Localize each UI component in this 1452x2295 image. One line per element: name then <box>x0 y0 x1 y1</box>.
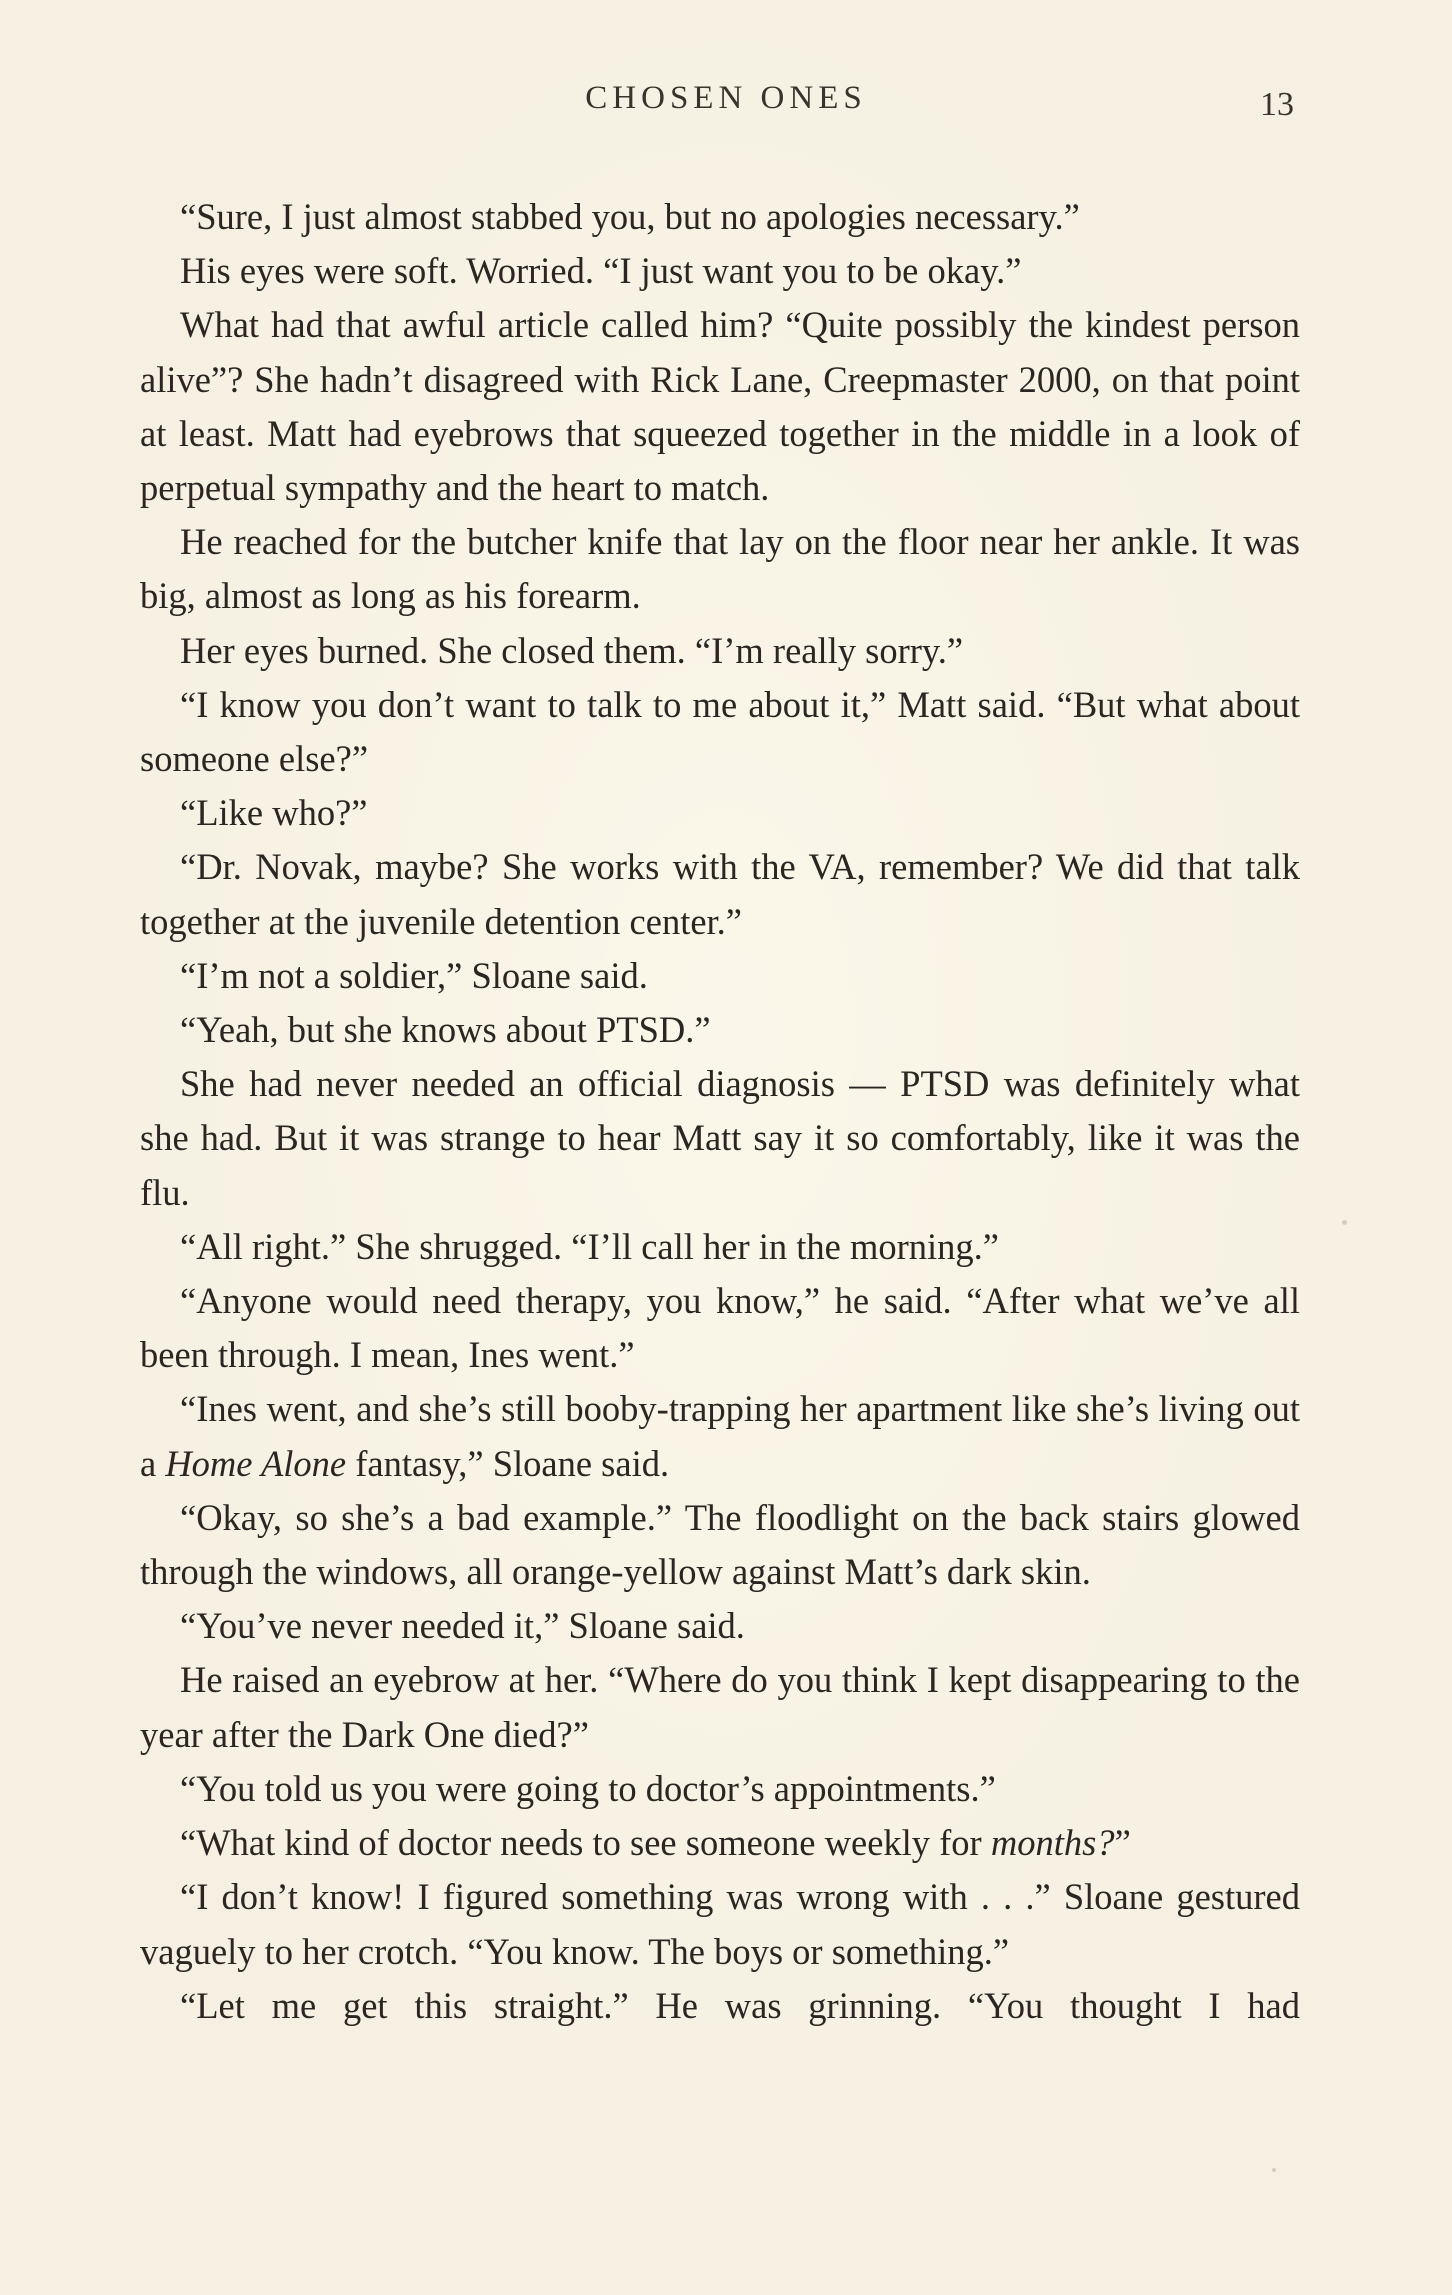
paragraph: “Dr. Novak, maybe? She works with the VA, remember? We did that talk together at the juvenile detention center.” <box>140 846 1300 942</box>
text-run: “Ines went, and she’s still booby-trapping her apartment like she’s living out a <box>140 1388 1300 1484</box>
text-run: “What kind of doctor needs to see someone weekly for <box>180 1822 991 1864</box>
body-text <box>140 190 1300 2033</box>
italic-emphasis: months? <box>990 1822 1115 1864</box>
paragraph: She had never needed an official diagnosis — PTSD was definitely what she had. But it was strange to hear Matt say it so comfortably, like it was the flu. <box>140 1063 1300 1213</box>
text-run: fantasy,” Sloane said. <box>346 1442 670 1484</box>
paragraph: He reached for the butcher knife that lay on the floor near her ankle. It was big, almost as long as his forearm. <box>140 521 1300 617</box>
paragraph <box>140 1816 1300 1870</box>
paragraph: “I’m not a soldier,” Sloane said. <box>180 954 648 996</box>
paragraph: Her eyes burned. She closed them. “I’m really sorry.” <box>180 629 964 671</box>
paragraph: “Let me get this straight.” He was grinning. “You thought I had <box>180 1984 1300 2026</box>
paragraph: “Sure, I just almost stabbed you, but no apologies necessary.” <box>180 196 1080 237</box>
paragraph: “Okay, so she’s a bad example.” The floodlight on the back stairs glowed through the windows, all orange-yellow against Matt’s dark skin. <box>140 1496 1300 1593</box>
paragraph: “Anyone would need therapy, you know,” he said. “After what we’ve all been through. I mean, Ines went.” <box>140 1280 1300 1376</box>
italic-title: Home Alone <box>165 1442 347 1484</box>
paragraph: “You told us you were going to doctor’s appointments.” <box>180 1767 996 1809</box>
paragraph: He raised an eyebrow at her. “Where do you think I kept disappearing to the year after the Dark One died?” <box>140 1659 1300 1755</box>
paper-speck <box>1272 2168 1276 2172</box>
paper-speck <box>1342 1220 1347 1225</box>
text-run: ” <box>1114 1822 1131 1864</box>
page-number: 13 <box>1260 86 1294 123</box>
paragraph: “You’ve never needed it,” Sloane said. <box>180 1605 745 1647</box>
running-head: CHOSEN ONES <box>585 80 867 116</box>
paragraph: “Like who?” <box>180 792 368 834</box>
paragraph: What had that awful article called him? “Quite possibly the kindest person alive”? She hadn’t disagreed with Rick Lane, Creepmaster 2000, on that point at least. Matt had eyebrows that squeezed together in the middle in a look of perpetual sympathy and the heart to match. <box>140 304 1300 509</box>
paragraph: “I don’t know! I figured something was wrong with . . .” Sloane gestured vaguely to her crotch. “You know. The boys or something.” <box>140 1876 1300 1972</box>
paragraph: “All right.” She shrugged. “I’ll call her in the morning.” <box>180 1225 999 1267</box>
paragraph: “Yeah, but she knows about PTSD.” <box>180 1009 711 1051</box>
paragraph <box>140 1382 1300 1490</box>
paragraph: His eyes were soft. Worried. “I just want you to be okay.” <box>180 250 1022 292</box>
paragraph: “I know you don’t want to talk to me about it,” Matt said. “But what about someone else?” <box>140 683 1300 780</box>
